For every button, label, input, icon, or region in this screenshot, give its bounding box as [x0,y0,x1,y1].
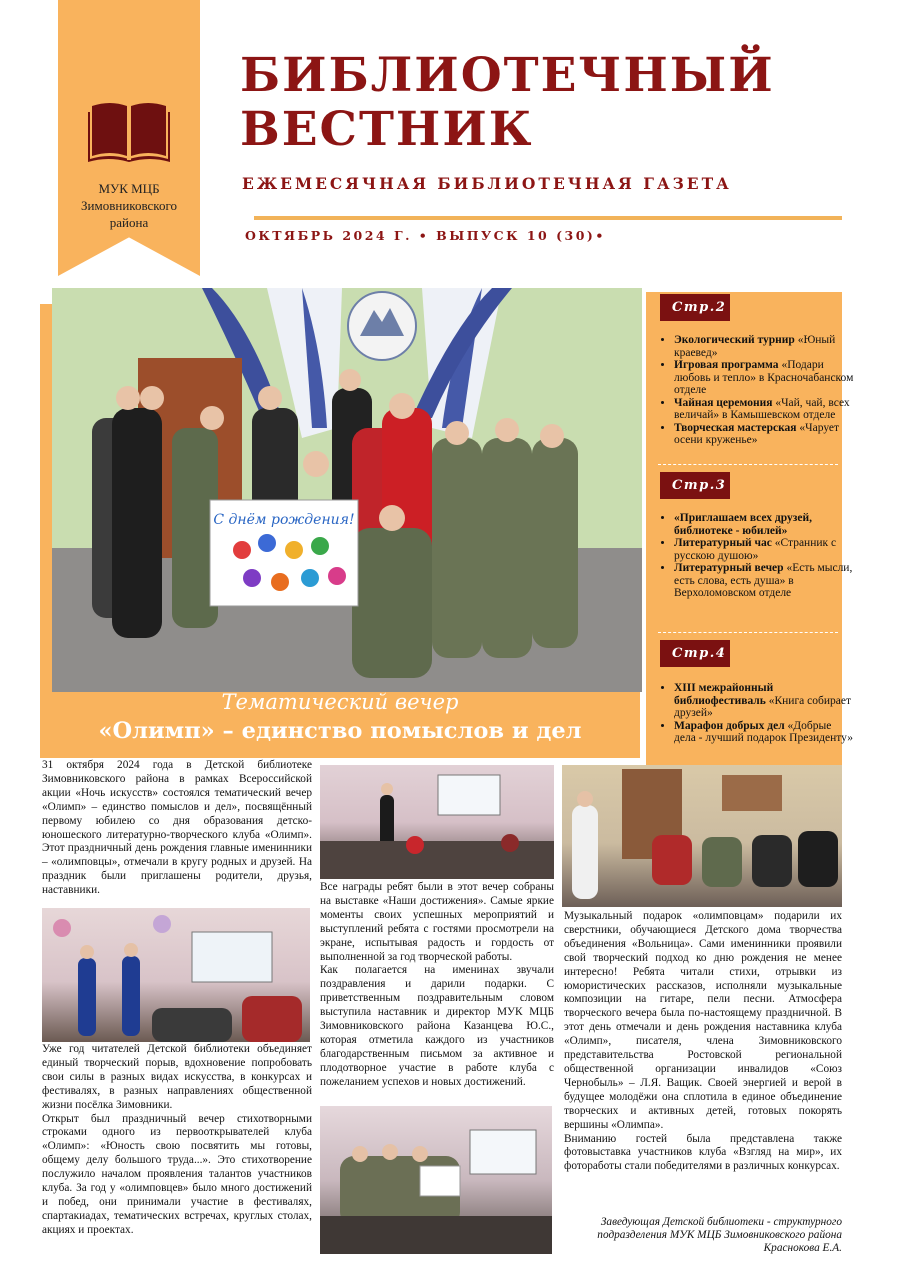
list-item: • Литературный час «Странник с русскою душою» [674,537,854,562]
photo-group-award-illustration [320,1106,552,1254]
photo-music-gift [562,765,842,907]
article-paragraph: Открыт был праздничный вечер стихотворными строками одного из первооткрывателей клуба «Олимп»: «Юность свою посвятить мы готовы, общему делу большого труда...». Это стихотворение послужило началом проявления талантов участников клуба. За год у «олимповцев» было много достижений и побед, они принимали участие в фестивалях, спартакиадах, тематических встречах, круглых столах, акциях и проектах. [42,1112,312,1236]
article-signature: Заведующая Детской библиотеки - структурного подразделения МУК МЦБ Зимовниковского района Краснокова Е.А. [597,1216,842,1254]
page-tag-2: Стр.2 [660,294,730,321]
list-item: • Экологический турнир «Юный краевед» [674,334,854,359]
contents-sidebar [646,292,854,766]
list-item: • Игровая программа «Подари любовь и тепло» в Красночабанском отделе [674,359,854,397]
list-item: • Литературный вечер «Есть мысли, есть слова, есть душа» в Верхоломовском отделе [674,562,854,600]
poster-text: С днём рождения! [213,512,355,528]
article-paragraph: Уже год читателей Детской библиотеки объединяет единый творческий порыв, вдохновение попробовать свои силы в разных видах искусства, в конкурсах и фестивалях, в разных направлениях общественной жизни посёлка Зимовники. [42,1043,312,1111]
group-photo-illustration [52,288,642,692]
header-divider [254,216,842,220]
article-col3 [564,910,842,1174]
page-4-list [660,682,854,745]
sidebar-divider [658,464,838,465]
book-icon [88,98,170,168]
page-tag-3: Стр.3 [660,472,730,499]
photo-caption-headline: «Олимп» – единство помыслов и дел [98,718,582,744]
main-photo [52,288,642,692]
photo-group-award [320,1106,552,1254]
article-col2 [320,881,554,1090]
newspaper-subtitle: ЕЖЕМЕСЯЧНАЯ БИБЛИОТЕЧНАЯ ГАЗЕТА [242,174,732,193]
issue-info: ОКТЯБРЬ 2024 Г. • ВЫПУСК 10 (30)• [245,228,606,243]
list-item: • XIII межрайонный библиофестиваль «Книга собирает друзей» [674,682,854,720]
article-paragraph: Как полагается на именинах звучали поздравления и дарили подарки. С приветственным поздравительным словом выступила наставник и директор МУК МЦБ Зимовниковского района Казанцева Ю.С., которая отметила каждого из участников благодарственным письмом за активное и плодотворное участие в работе клуба с пожеланием успехов и новых достижений. [320,964,554,1088]
page-tag-4: Стр.4 [660,640,730,667]
newspaper-title-line1: БИБЛИОТЕЧНЫЙ [240,48,775,103]
page-3-list [660,512,854,600]
newspaper-title-line2: ВЕСТНИК [240,102,534,157]
organization-name: МУК МЦБ Зимовниковского района [81,181,177,230]
article-paragraph: Музыкальный подарок «олимповцам» подарили их сверстники, обучающиеся Детского дома творчества объединения «Вольница». Сами именинники проявили свой творческий подход ко дню рождения не менее интересно! Ребята читали стихи, отрывки из юмористических рассказов, исполняли музыкальные композиции на гитаре, пели песни. Атмосфера творческого вечера была по-настоящему праздничной. В этот день отмечали и день рождения наставника клуба «Олимп», писателя, члена Зимовниковского представительства Ростовской региональной общественной организации инвалидов «Союз Чернобыль» – Л.Я. Ващик. Своей энергией и верой в будущее молодёжи она сплотила в единое объединение творческих и активных детей, готовых покорять вершины «Олимпа». [564,910,842,1131]
photo-exhibition [320,765,554,879]
article-col1-top [42,759,312,898]
list-item: • «Приглашаем всех друзей, библиотеке - юбилей» [674,512,854,537]
photo-caption-title: Тематический вечер [221,690,459,714]
article-col1-bottom [42,1043,312,1238]
article-paragraph: 31 октября 2024 года в Детской библиотеке Зимовниковского района в рамках Всероссийской акции «Ночь искусств» состоялся тематический вечер «Олимп» – единство помыслов и дел», посвящённый первому юбилею со дня образования детско-юношеского литературно-творческого клуба «Олимп». Этот праздничный день рождения главные именинники – «олимповцы», отмечали в кругу родных и друзей. На праздник были приглашены родители, друзья, наставники. [42,759,312,897]
photo-performance-illustration [42,908,310,1042]
page-2-list [660,334,854,447]
photo-music-gift-illustration [562,765,842,907]
article-paragraph: Вниманию гостей была представлена также фотовыставка участников клуба «Взгляд на мир», их фотоработы стали победителями в различных конкурсах. [564,1132,842,1173]
article-paragraph: Все награды ребят были в этот вечер собраны на выставке «Наши достижения». Самые яркие моменты своих успешных мероприятий и выступлений ребята с гостями просмотрели на экране, испытывая радость и гордость от выполненной за год творческой работы. [320,881,554,963]
photo-performance [42,908,310,1042]
photo-exhibition-illustration [320,765,554,879]
list-item: • Марафон добрых дел «Добрые дела - лучший подарок Президенту» [674,720,854,745]
sidebar-divider [658,632,838,633]
list-item: • Чайная церемония «Чай, чай, всех величай» в Камышевском отделе [674,397,854,422]
list-item: • Творческая мастерская «Чарует осени круженье» [674,422,854,447]
